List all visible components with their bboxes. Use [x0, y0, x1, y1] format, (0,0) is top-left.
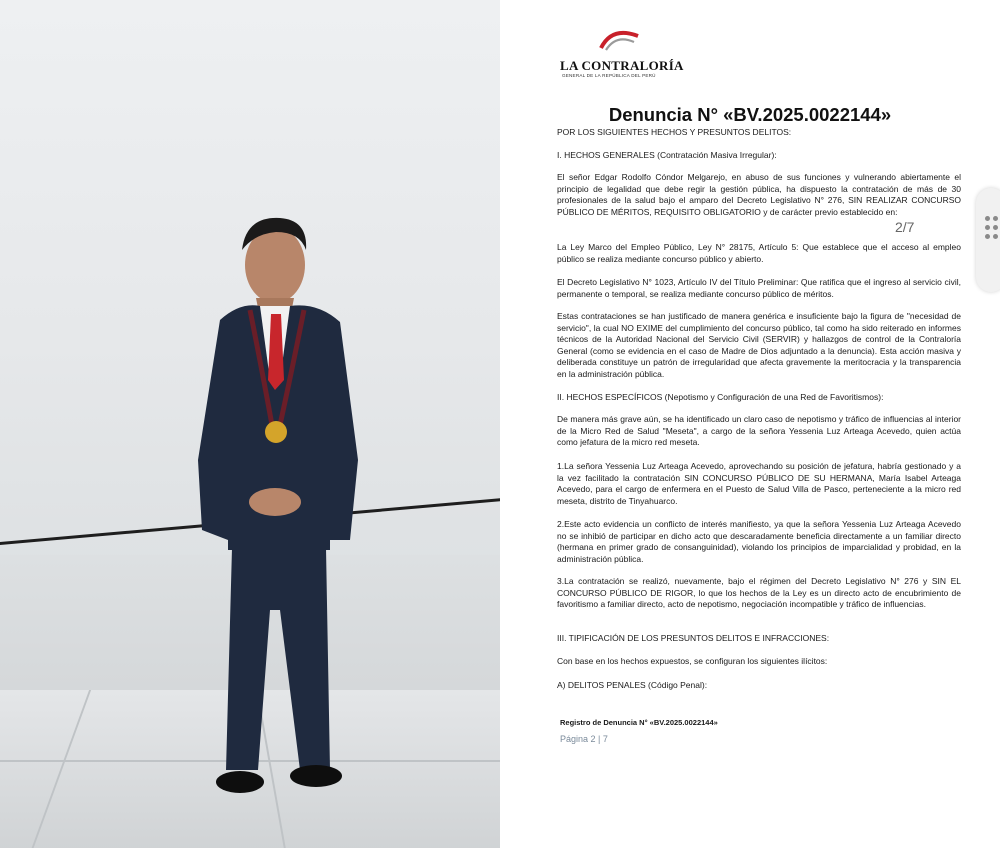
section-heading: II. HECHOS ESPECÍFICOS (Nepotismo y Configuración de una Red de Favoritismos):: [557, 392, 884, 402]
paragraph: 2.Este acto evidencia un conflicto de interés manifiesto, ya que la señora Yessenia Luz Arteaga Acevedo no se inhibió de participar en dicho acto que descaradamente beneficia directamente a un familiar directo (hermana en primer grado de consanguinidad), violando los principios de imparcialidad y probidad, en la administración pública.: [557, 519, 961, 564]
paragraph: POR LOS SIGUIENTES HECHOS Y PRESUNTOS DELITOS:: [557, 127, 792, 137]
grip-dot-icon: [993, 225, 998, 230]
paragraph: Con base en los hechos expuestos, se configuran los siguientes ilícitos:: [557, 656, 828, 666]
paragraph: 3.La contratación se realizó, nuevamente, bajo el régimen del Decreto Legislativo N° 276 y SIN EL CONCURSO PÚBLICO DE RIGOR, lo que los hechos de la Ley es un directo acto de encubrimiento de favoritismo a familiar directo, acto de nepotismo, negociación incompatible y tráfico de influencias.: [557, 576, 961, 609]
logo-name: LA CONTRALORÍA: [560, 58, 684, 73]
section-heading: III. TIPIFICACIÓN DE LOS PRESUNTOS DELITOS E INFRACCIONES:: [557, 633, 830, 643]
side-panel-handle[interactable]: [976, 188, 1000, 292]
paragraph: Estas contrataciones se han justificado de manera genérica e insuficiente bajo la figura de "necesidad de servicio", la cual NO EXIME del cumplimiento del concurso público, tal como ha sido reiterado en informes técnicos de la Autoridad Nacional del Servicio Civil (SERVIR) y hallazgos de control de la Contraloría General (como se evidencia en el caso de Madre de Dios adjuntado a la denuncia). Esta acción masiva y deliberada constituye un patrón de irregularidad que afecta gravemente la meritocracia y la transparencia en la administración pública.: [557, 311, 961, 379]
grip-dot-icon: [985, 234, 990, 239]
complaint-document-page: [500, 0, 1000, 848]
grip-dot-icon: [985, 225, 990, 230]
paragraph: 1.La señora Yessenia Luz Arteaga Acevedo, aprovechando su posición de jefatura, habría gestionado y a la vez facilitado la contratación SIN CONCURSO PÚBLICO DE SU HERMANA, María Isabel Arteaga Acevedo, para el cargo de enfermera en el Puesto de Salud Villa de Pasco, perteneciente a la micro red meseta, distrito de Tinyahuarco.: [557, 461, 961, 506]
logo-subtitle: GENERAL DE LA REPÚBLICA DEL PERÚ: [562, 73, 656, 78]
logo-arc-icon: [598, 28, 640, 52]
grip-dot-icon: [993, 216, 998, 221]
section-heading: I. HECHOS GENERALES (Contratación Masiva Irregular):: [557, 150, 777, 160]
paragraph: El señor Edgar Rodolfo Cóndor Melgarejo, en abuso de sus funciones y vulnerando abiertamente el principio de legalidad que debe regir la gestión pública, ha dispuesto la contratación de más de 30 profesionales de la salud bajo el amparo del Decreto Legislativo N° 276, SIN REALIZAR CONCURSO PÚBLICO DE MÉRITOS, REQUISITO OBLIGATORIO y de carácter previo establecido en:: [557, 172, 961, 217]
page-indicator: 2/7: [895, 219, 915, 235]
grip-dot-icon: [993, 234, 998, 239]
paragraph: La Ley Marco del Empleo Público, Ley N° 28175, Artículo 5: Que establece que el acceso al empleo público se realiza mediante concurso público y abierto.: [557, 242, 961, 264]
man-in-suit: [180, 210, 380, 810]
document-title: Denuncia N° «BV.2025.0022144»: [608, 104, 892, 125]
paragraph: De manera más grave aún, se ha identificado un claro caso de nepotismo y tráfico de influencias al interior de la Micro Red de Salud "Meseta", a cargo de la señora Yessenia Luz Arteaga Acevedo, quien actúa como jefatura de la micro red meseta.: [557, 414, 961, 447]
contraloria-logo: [560, 28, 690, 83]
grip-dot-icon: [985, 216, 990, 221]
footer-page-number: Página 2 | 7: [560, 734, 608, 744]
paragraph: El Decreto Legislativo N° 1023, Artículo IV del Título Preliminar: Que ratifica que el ingreso al servicio civil, permanente o temporal, se realiza mediante concurso público de méritos.: [557, 277, 961, 299]
paragraph: A) DELITOS PENALES (Código Penal):: [557, 680, 708, 690]
footer-registro: Registro de Denuncia N° «BV.2025.0022144»: [560, 718, 718, 727]
